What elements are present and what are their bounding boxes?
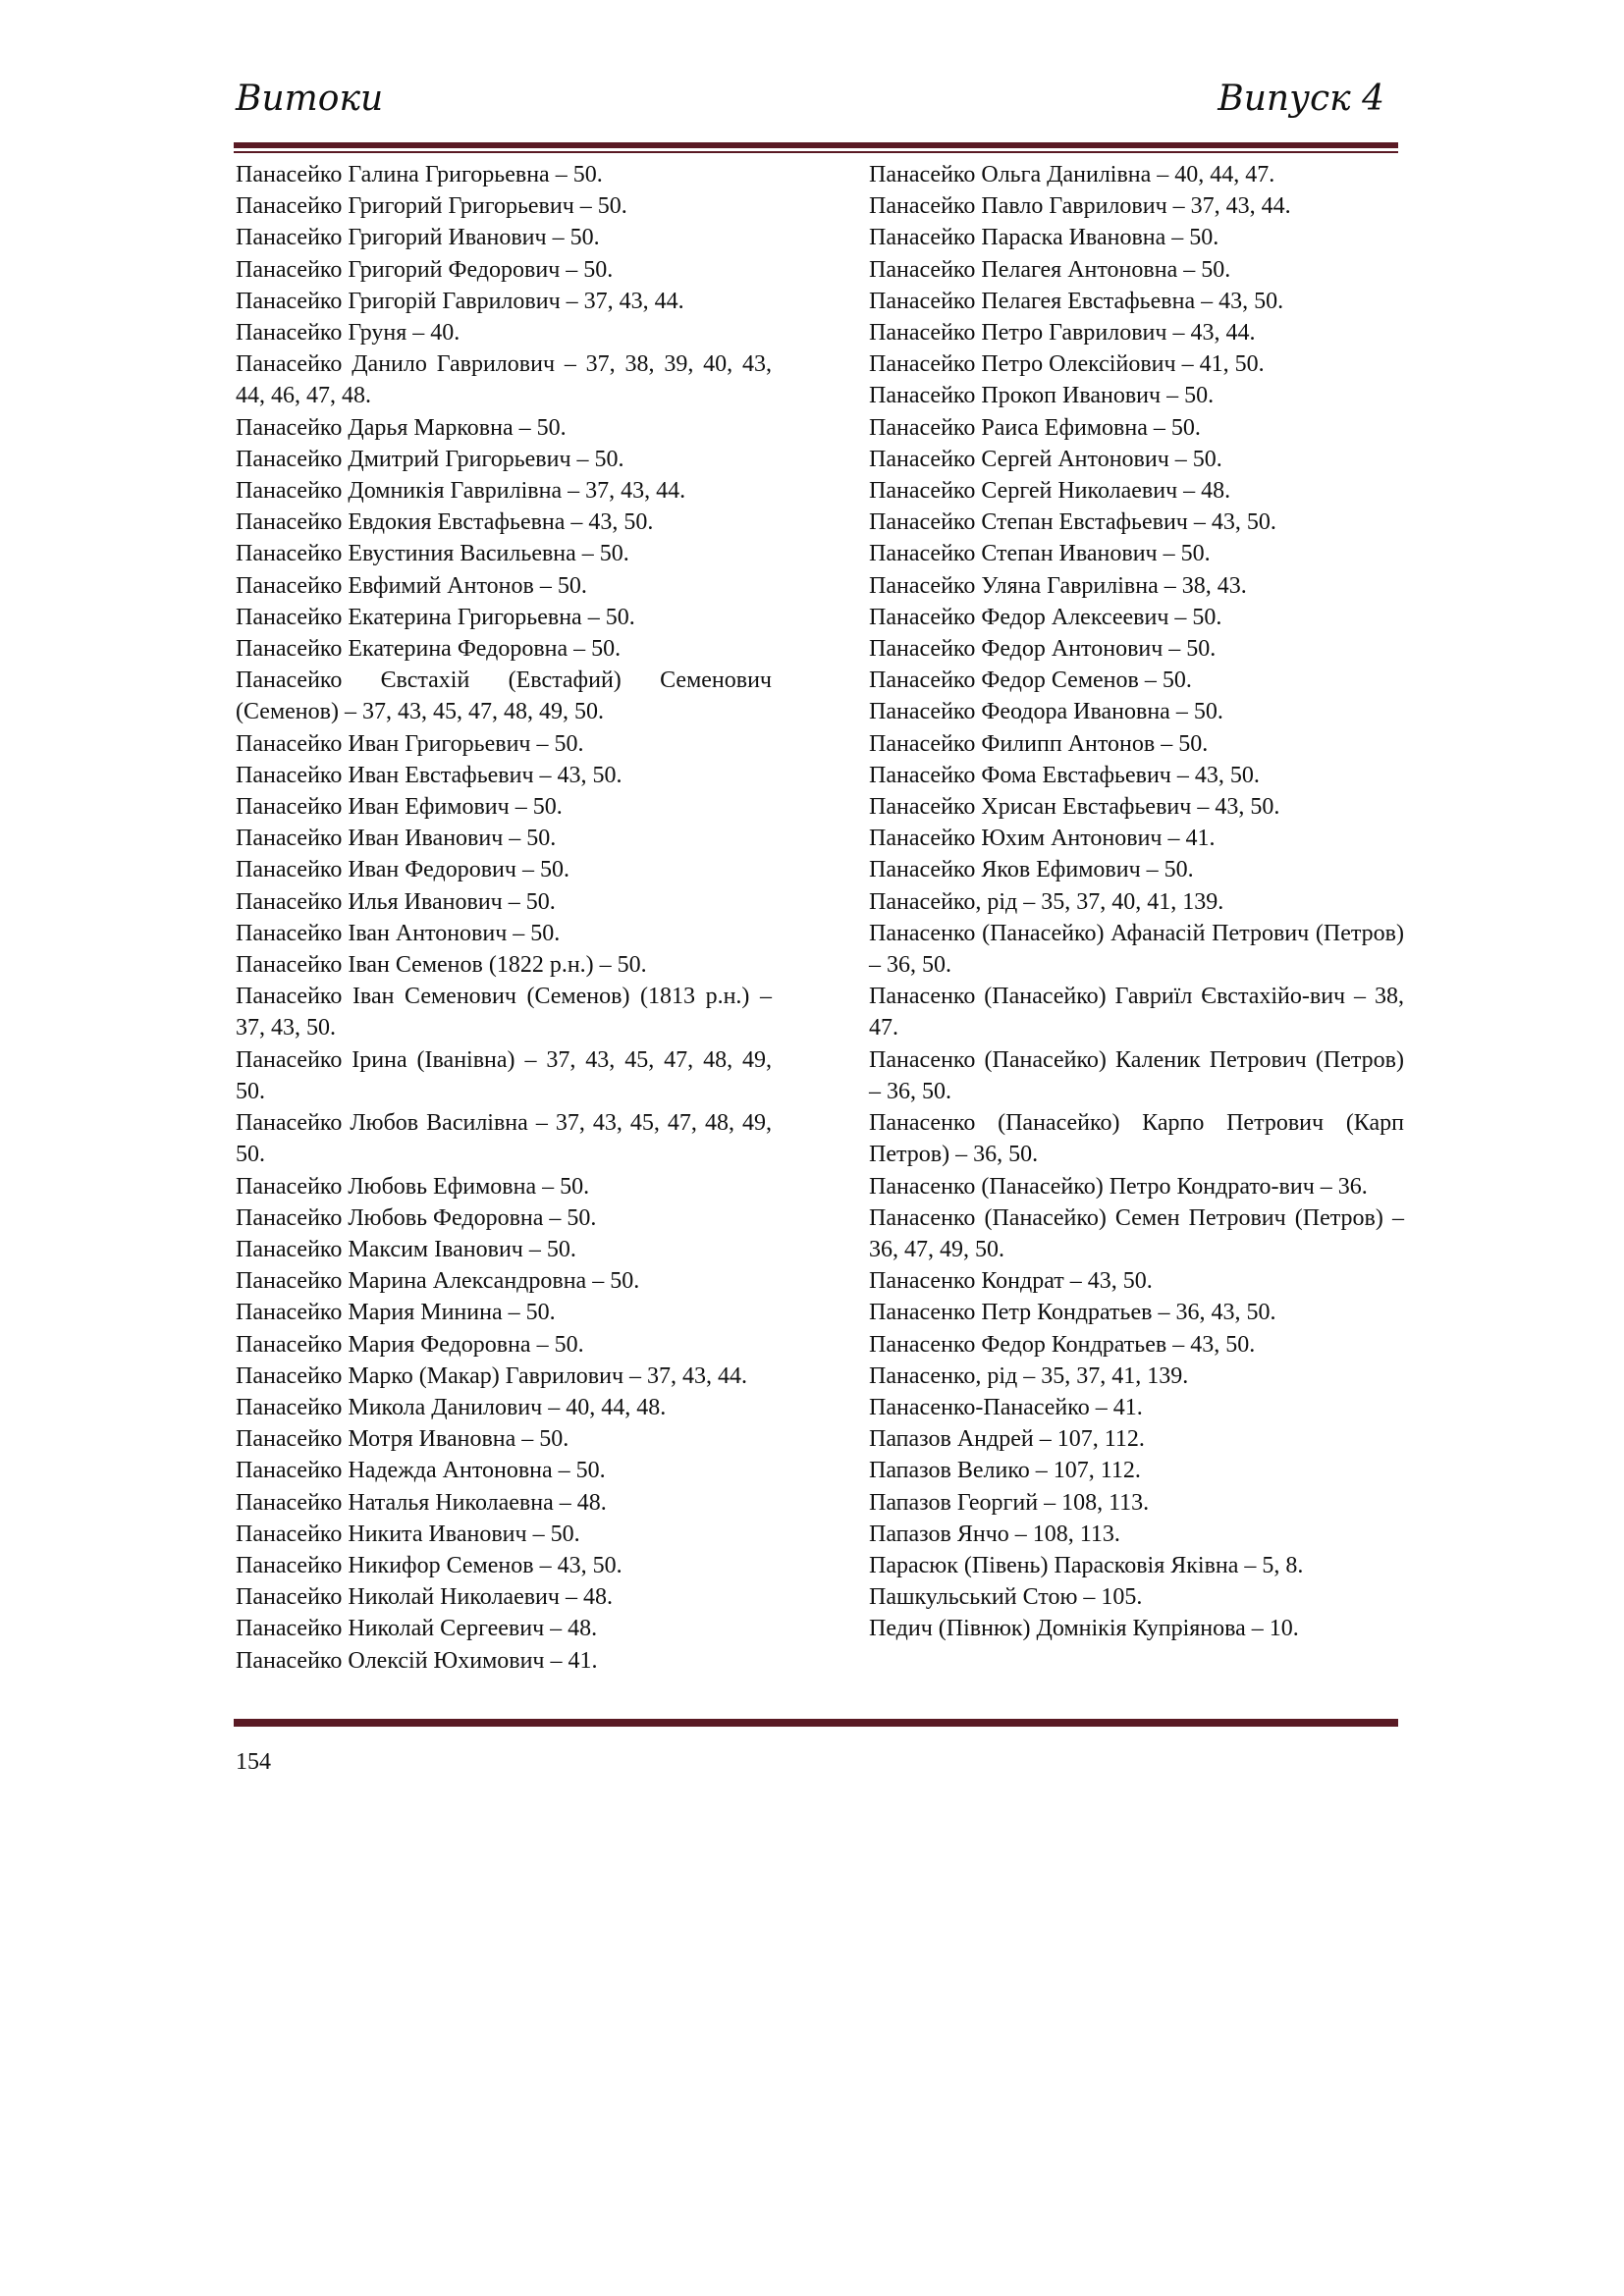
index-entry: Панасейко Евустиния Васильевна – 50. <box>236 541 629 567</box>
index-entry: Панасейко Іван Семенов (1822 р.н.) – 50. <box>236 952 647 979</box>
index-entry: Панасейко Иван Ефимович – 50. <box>236 794 563 821</box>
index-entry: Панасейко Филипп Антонов – 50. <box>869 730 1209 757</box>
index-entry: Панасейко Иван Григорьевич – 50. <box>236 730 584 757</box>
index-entry: Панасейко Сергей Николаевич – 48. <box>869 478 1231 505</box>
index-entry: Педич (Півнюк) Домнікія Купріянова – 10. <box>869 1616 1299 1642</box>
index-entry: Пашкульський Стою – 105. <box>869 1584 1143 1611</box>
index-entry: Панасейко Любов Василівна – 37, 43, 45, 47, 48, 49, 50. <box>236 1110 772 1168</box>
index-entry: Панасейко, рід – 35, 37, 40, 41, 139. <box>869 888 1224 915</box>
index-entry: Панасейко Микола Данилович – 40, 44, 48. <box>236 1394 667 1420</box>
index-entry: Панасейко Пелагея Антоновна – 50. <box>869 256 1231 283</box>
index-entry: Панасейко Павло Гаврилович – 37, 43, 44. <box>869 193 1291 220</box>
index-entry: Панасейко Яков Ефимович – 50. <box>869 857 1194 883</box>
index-entry: Панасейко Иван Иванович – 50. <box>236 826 557 852</box>
index-entry: Панасейко Федор Антонович – 50. <box>869 636 1217 663</box>
header-rule <box>234 142 1398 153</box>
journal-title: Витоки <box>236 79 384 119</box>
index-entry: Панасенко (Панасейко) Афанасій Петрович (Петров) – 36, 50. <box>869 920 1404 979</box>
index-entry: Панасейко Григорій Гаврилович – 37, 43, 44. <box>236 288 684 314</box>
index-entry: Панасейко Пелагея Евстафьевна – 43, 50. <box>869 288 1284 314</box>
index-entry: Панасейко Степан Иванович – 50. <box>869 541 1211 567</box>
index-entry: Панасейко Никифор Семенов – 43, 50. <box>236 1552 623 1578</box>
page-number: 154 <box>236 1749 271 1775</box>
index-entry: Панасейко Максим Іванович – 50. <box>236 1236 576 1262</box>
index-entry: Панасенко (Панасейко) Гавриїл Євстахійо-вич – 38, 47. <box>869 984 1404 1041</box>
index-entry: Панасейко Евфимий Антонов – 50. <box>236 572 587 599</box>
index-entry: Папазов Андрей – 107, 112. <box>869 1426 1145 1453</box>
index-entry: Папазов Георгий – 108, 113. <box>869 1489 1150 1516</box>
index-entry: Панасейко Хрисан Евстафьевич – 43, 50. <box>869 794 1280 821</box>
index-entry: Панасейко Степан Евстафьевич – 43, 50. <box>869 509 1276 536</box>
index-entry: Панасейко Любовь Федоровна – 50. <box>236 1204 597 1231</box>
index-entry: Панасейко Прокоп Иванович – 50. <box>869 383 1215 409</box>
index-entry: Панасенко Петр Кондратьев – 36, 43, 50. <box>869 1300 1276 1326</box>
index-entry: Панасейко Екатерина Григорьевна – 50. <box>236 604 635 630</box>
index-entry: Панасейко Данило Гаврилович – 37, 38, 39, 40, 43, 44, 46, 47, 48. <box>236 351 772 409</box>
index-entry: Панасейко Юхим Антонович – 41. <box>869 826 1216 852</box>
index-entry: Панасейко Иван Федорович – 50. <box>236 857 569 883</box>
index-entry: Панасенко (Панасейко) Каленик Петрович (Петров) – 36, 50. <box>869 1046 1404 1104</box>
index-entry: Панасенко Кондрат – 43, 50. <box>869 1268 1153 1295</box>
index-entry: Панасейко Петро Гаврилович – 43, 44. <box>869 320 1256 347</box>
index-entry: Панасейко Олексій Юхимович – 41. <box>236 1647 598 1674</box>
index-entry: Панасейко Любовь Ефимовна – 50. <box>236 1173 590 1200</box>
index-entry: Панасейко Иван Евстафьевич – 43, 50. <box>236 762 623 788</box>
index-entry: Панасейко Уляна Гаврилівна – 38, 43. <box>869 572 1247 599</box>
index-entry: Панасейко Дмитрий Григорьевич – 50. <box>236 446 624 472</box>
index-entry: Панасейко Надежда Антоновна – 50. <box>236 1458 606 1484</box>
index-entry: Панасенко (Панасейко) Петро Кондрато-вич – 36. <box>869 1173 1368 1200</box>
index-entry: Папазов Велико – 107, 112. <box>869 1458 1141 1484</box>
index-entry: Панасенко (Панасейко) Карпо Петрович (Карп Петров) – 36, 50. <box>869 1110 1404 1168</box>
index-entry: Панасейко Груня – 40. <box>236 320 460 347</box>
index-entry: Панасейко Григорий Иванович – 50. <box>236 225 600 251</box>
index-entry: Панасенко Федор Кондратьев – 43, 50. <box>869 1331 1256 1358</box>
index-entry: Панасейко Петро Олексійович – 41, 50. <box>869 351 1265 378</box>
index-entry: Панасейко Раиса Ефимовна – 50. <box>869 414 1201 441</box>
index-entry: Панасейко Домникія Гаврилівна – 37, 43, 44. <box>236 478 686 505</box>
index-entry: Папазов Янчо – 108, 113. <box>869 1521 1120 1547</box>
index-entry: Панасейко Параска Ивановна – 50. <box>869 225 1219 251</box>
index-entry: Панасейко Никита Иванович – 50. <box>236 1521 580 1547</box>
index-entry: Парасюк (Півень) Парасковія Яківна – 5, 8. <box>869 1552 1304 1578</box>
index-entry: Панасейко Дарья Марковна – 50. <box>236 414 567 441</box>
index-columns <box>236 159 1404 1710</box>
index-entry: Панасейко Федор Семенов – 50. <box>869 667 1192 694</box>
index-entry: Панасейко Евдокия Евстафьевна – 43, 50. <box>236 509 654 536</box>
running-head <box>236 79 1384 133</box>
index-entry: Панасейко Марина Александровна – 50. <box>236 1268 640 1295</box>
index-entry: Панасенко (Панасейко) Семен Петрович (Петров) – 36, 47, 49, 50. <box>869 1204 1404 1262</box>
index-entry: Панасейко Григорий Григорьевич – 50. <box>236 193 627 220</box>
index-entry: Панасейко Іван Антонович – 50. <box>236 920 561 946</box>
index-entry: Панасейко Іван Семенович (Семенов) (1813 р.н.) – 37, 43, 50. <box>236 984 772 1041</box>
index-entry: Панасейко Мария Федоровна – 50. <box>236 1331 584 1358</box>
index-entry: Панасейко Илья Иванович – 50. <box>236 888 556 915</box>
index-entry: Панасейко Ольга Данилівна – 40, 44, 47. <box>869 162 1275 187</box>
index-entry: Панасейко Григорий Федорович – 50. <box>236 256 614 283</box>
index-entry: Панасейко Николай Сергеевич – 48. <box>236 1616 598 1642</box>
index-entry: Панасейко Екатерина Федоровна – 50. <box>236 636 622 663</box>
index-column-right <box>869 159 1404 1645</box>
index-entry: Панасейко Мотря Ивановна – 50. <box>236 1426 569 1453</box>
index-entry: Панасейко Євстахій (Евстафий) Семенович (Семенов) – 37, 43, 45, 47, 48, 49, 50. <box>236 667 772 725</box>
index-entry: Панасейко Сергей Антонович – 50. <box>869 446 1222 472</box>
index-entry: Панасейко Феодора Ивановна – 50. <box>869 699 1223 725</box>
issue-label: Випуск 4 <box>1218 79 1384 119</box>
index-entry: Панасенко, рід – 35, 37, 41, 139. <box>869 1362 1189 1389</box>
index-entry: Панасейко Марко (Макар) Гаврилович – 37, 43, 44. <box>236 1362 748 1389</box>
index-column-left <box>236 159 772 1677</box>
index-entry: Панасейко Федор Алексеевич – 50. <box>869 604 1222 630</box>
index-entry: Панасейко Наталья Николаевна – 48. <box>236 1489 607 1516</box>
index-entry: Панасейко Ірина (Іванівна) – 37, 43, 45, 47, 48, 49, 50. <box>236 1046 772 1104</box>
footer-rule <box>234 1716 1398 1727</box>
index-entry: Панасейко Николай Николаевич – 48. <box>236 1584 613 1611</box>
index-entry: Панасенко-Панасейко – 41. <box>869 1394 1143 1420</box>
index-entry: Панасейко Галина Григорьевна – 50. <box>236 162 603 187</box>
index-entry: Панасейко Фома Евстафьевич – 43, 50. <box>869 762 1260 788</box>
index-entry: Панасейко Мария Минина – 50. <box>236 1300 556 1326</box>
